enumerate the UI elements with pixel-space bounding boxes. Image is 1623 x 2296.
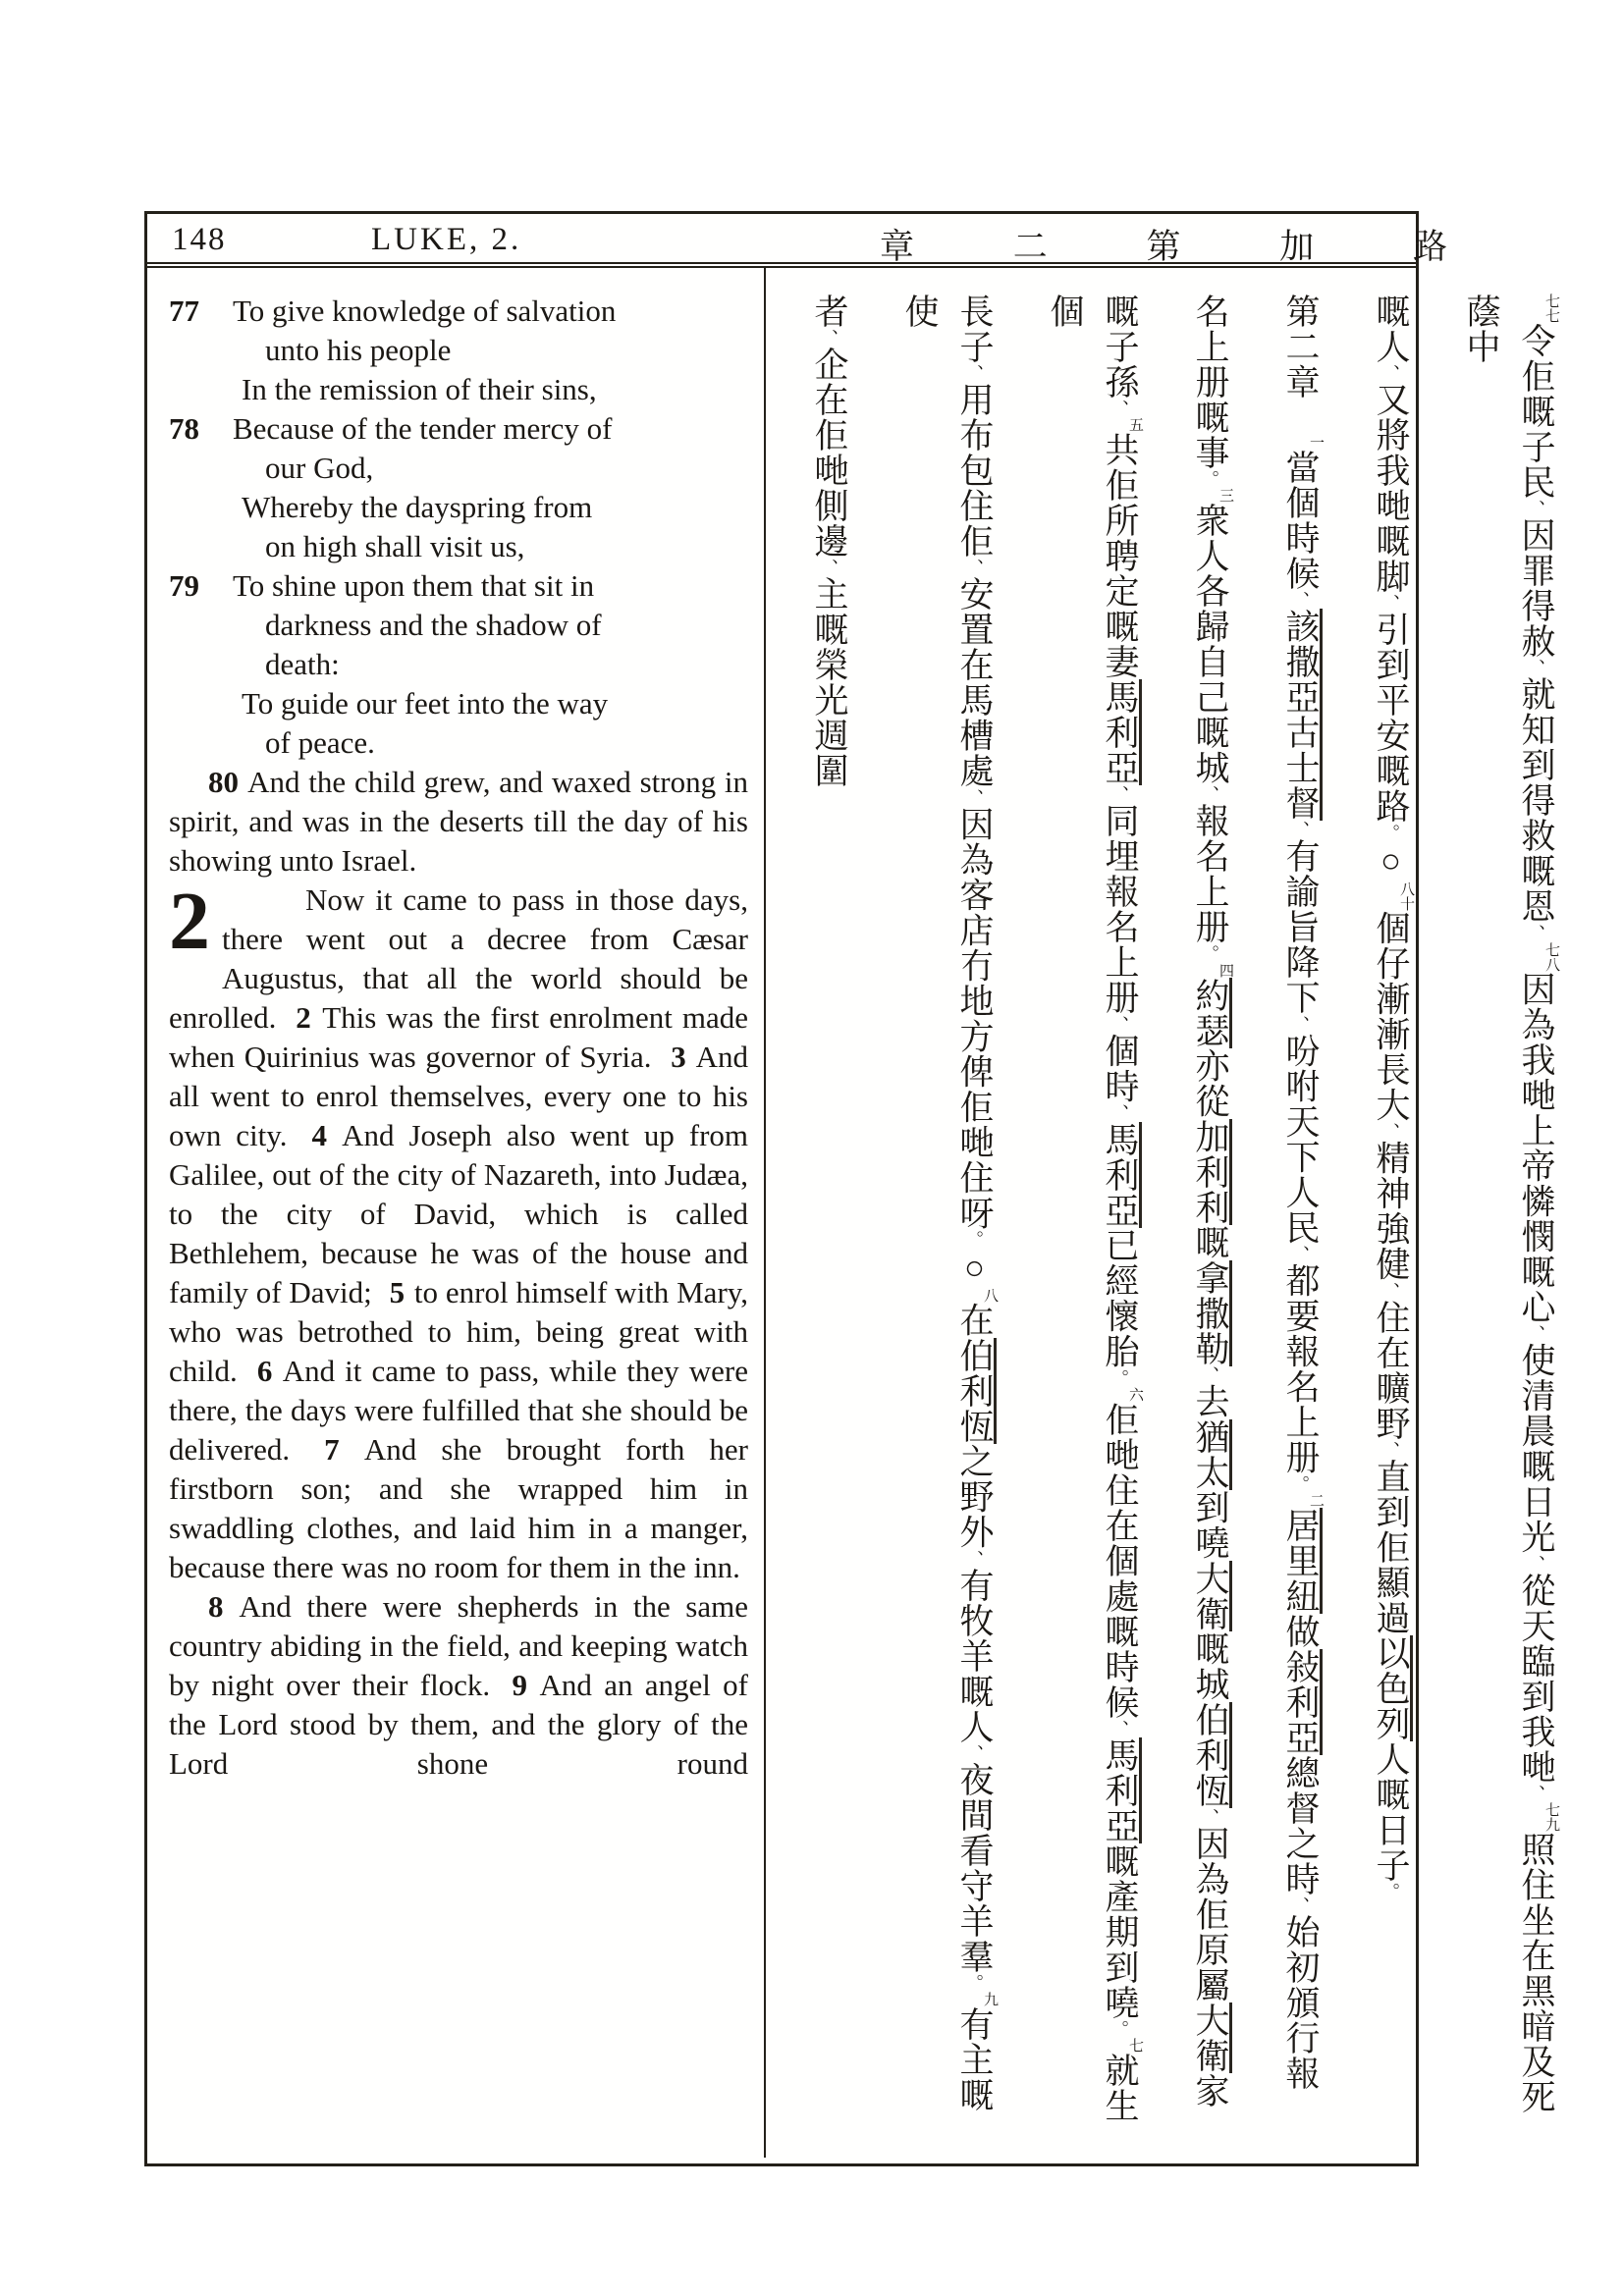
chinese-column [764,268,1579,2158]
proper-noun-mark: 伯利恆 [1191,1702,1232,1808]
punctuation: 。 [964,1974,984,1993]
poetry-line: 77 To give knowledge of salvation [169,292,748,331]
punctuation: 、 [1526,1785,1545,1803]
punctuation: 、 [819,329,839,347]
verse-marker: 三 [1217,488,1233,504]
drop-cap-chapter-number: 2 [169,876,210,967]
poetry-line: Whereby the dayspring from [242,490,593,524]
punctuation: 、 [1290,1015,1310,1034]
punctuation: 、 [964,788,984,807]
punctuation: 、 [1109,785,1129,804]
proper-noun-mark: 約瑟 [1191,978,1232,1048]
punctuation: 、 [964,1744,984,1763]
verse-number: 78 [169,411,199,446]
verse-marker: 七七 [1543,294,1559,323]
verse-number: 2 [296,1000,311,1035]
prose-paragraph: 80 And the child grew, and waxed strong in spirit, and was in the deserts till the day of his showing unto Israel. [169,765,748,878]
punctuation: 、 [964,364,984,383]
header-title-chinese: 章 二 第 加 路 [880,228,1493,266]
punctuation: 。 [1200,944,1219,963]
proper-noun-mark: 該撒亞古士督 [1281,609,1323,821]
verse-number: 3 [671,1040,686,1074]
poetry-line: darkness and the shadow of [265,608,602,642]
punctuation: 、 [1109,400,1129,418]
page-body [147,268,1559,2158]
punctuation: 、 [1526,1554,1545,1574]
poetry-line: our God, [265,451,374,485]
poetry-line: on high shall visit us, [265,529,525,563]
prose-paragraph: 2 Now it came to pass in those days, there went out a decree from Cæsar Augustus, that all the world should be enrolled. 2 This was the first enrolment made when Quirinius was governor of Syria. 3 And all went to enrol themselves, every one to his own city. 4 And Joseph also went up from Galilee, out of the city of Nazareth, into Judæa, to the city of David, which is called Bethlehem, because he was of the house and family of David; 5 to enrol himself with Mary, who was betrothed to him, being great with child. 6 And it came to pass, while they were there, the days were fulfilled that she should be delivered. 7 And she brought forth her firstborn son; and she wrapped him in swaddling clothes, and laid him in a manger, because there was no room for them in the inn. [169,876,749,1584]
proper-noun-mark: 居里紐 [1281,1508,1323,1614]
proper-noun-mark: 以色列 [1372,1635,1413,1741]
verse-number: 5 [389,1275,406,1309]
proper-noun-mark: 加利利 [1191,1119,1232,1225]
chinese-text-column: 嘅人、又將我哋嘅脚、引到平安嘅路。○八十個仔漸漸長大、精神強健、住在曠野、直到佢顯過以色列人嘅日子。 [1372,294,1414,1901]
verse-marker: 七九 [1543,1802,1559,1833]
punctuation: 、 [1290,821,1310,839]
punctuation: 、 [1109,1720,1129,1738]
punctuation: 、 [1526,659,1545,677]
chinese-text-column: 名上册嘅事。三衆人各歸自己嘅城、報名上册。四約瑟亦從加利利嘅拿撒勒、去猶太到嘵大衛嘅城伯利恆、因為佢原屬大衛家 [1191,294,1233,2109]
punctuation: 。 [1200,470,1219,489]
punctuation: 、 [1526,500,1545,518]
verse-number: 80 [208,765,239,799]
poetry-line: unto his people [265,333,452,367]
punctuation: 。 [1290,1474,1310,1494]
verse-marker: 四 [1217,962,1233,978]
verse-number: 7 [324,1432,340,1467]
poetry-line: In the remission of their sins, [242,372,597,406]
chinese-text-column: 長子、用布包住佢、安置在馬槽處、因為客店冇地方俾佢哋住呀。○八在伯利恆之野外、有牧羊嘅人、夜間看守羊羣。九有主嘅使 [900,294,998,2113]
prose-section [169,763,748,1784]
verse-marker: 一 [1308,435,1324,450]
punctuation: 、 [964,559,984,577]
prose-paragraph: 8 And there were shepherds in the same country abiding in the field, and keeping watch by night over their flock. 9 And an angel of the Lord stood by them, and the glory of the Lord shone round [169,1589,748,1781]
chinese-text-column: 第二章 一當個時候、該撒亞古士督、有諭旨降下、吩咐天下人民、都要報名上册。二居里紐做敍利亞總督之時、始初頒行報 [1281,294,1324,2092]
punctuation: 。 [1380,1883,1400,1901]
verse-number: 79 [169,568,199,603]
proper-noun-mark: 大衛 [1191,2002,1232,2073]
proper-noun-mark: 猶太 [1191,1419,1232,1490]
verse-marker: 八 [982,1287,998,1303]
verse-marker: 二 [1308,1493,1324,1509]
poetry-line: of peace. [265,725,375,760]
proper-noun-mark: 大衛 [1191,1561,1232,1631]
verse-number: 6 [256,1354,273,1388]
punctuation: 、 [1290,591,1310,610]
punctuation: 、 [1200,1807,1219,1827]
chinese-text-column: 者、企在佢哋側邊、主嘅榮光週圍 [810,294,848,789]
punctuation: 、 [1526,924,1545,942]
punctuation: 。 [1109,1368,1129,1388]
poetry-line: death: [265,647,340,681]
punctuation: 、 [1200,1365,1219,1384]
punctuation: 。 [1109,2020,1129,2039]
punctuation: 、 [1380,364,1400,383]
proper-noun-mark: 拿撒勒 [1191,1260,1232,1366]
page-frame [144,211,1559,2166]
proper-noun-mark: 馬利亞 [1101,1737,1142,1843]
verse-number: 9 [512,1668,527,1702]
verse-marker: 八十 [1398,881,1414,911]
poetry-line: 79 To shine upon them that sit in [169,566,748,606]
proper-noun-mark: 馬利亞 [1101,679,1142,785]
punctuation: 。 [1380,824,1400,842]
punctuation: 、 [1109,1015,1129,1034]
verse-marker: 五 [1127,417,1143,433]
punctuation: 、 [964,1549,984,1569]
verse-marker: 七八 [1543,941,1559,972]
punctuation: 、 [1290,1245,1310,1263]
verse-marker: 六 [1127,1387,1143,1403]
page-number: 148 [172,222,227,257]
poetry-section [169,292,748,763]
verse-marker: 九 [982,1992,998,2007]
punctuation: 、 [1380,1281,1400,1301]
proper-noun-mark: 敍利亞 [1281,1649,1323,1755]
punctuation: 、 [1290,1896,1310,1915]
punctuation: 、 [1380,594,1400,613]
chinese-text-column: 嘅子孫、五共佢所聘定嘅妻馬利亞、同埋報名上册、個時、馬利亞已經懷胎。六佢哋住在個處嘅時候、馬利亞嘅產期到嘵。七就生個 [1046,294,1143,2124]
punctuation: 、 [819,559,839,577]
poetry-line: 78 Because of the tender mercy of [169,409,748,449]
verse-marker: 七 [1127,2038,1143,2054]
english-column [147,268,764,2158]
proper-noun-mark: 伯利恆 [955,1338,997,1444]
verse-number: 4 [311,1118,327,1152]
punctuation: 、 [1380,1122,1400,1141]
chinese-vertical-text [766,294,1563,2140]
header-title-english: LUKE, 2. [371,222,522,257]
poetry-line: To guide our feet into the way [242,686,609,721]
punctuation: 、 [1380,1441,1400,1460]
verse-number: 77 [169,294,199,328]
chinese-text-column: 七七令佢嘅子民、因罪得赦、就知到得救嘅恩、七八因為我哋上帝憐憫嘅心、使清晨嘅日光、從天臨到我哋、七九照住坐在黑暗及死蔭中 [1462,294,1559,2115]
verse-number: 8 [208,1589,224,1624]
proper-noun-mark: 馬利亞 [1101,1122,1142,1228]
punctuation: 、 [1109,1103,1129,1122]
punctuation: 、 [1526,1324,1545,1343]
page-header [147,214,1493,268]
punctuation: 、 [1200,785,1219,804]
punctuation: 。 [964,1230,984,1249]
